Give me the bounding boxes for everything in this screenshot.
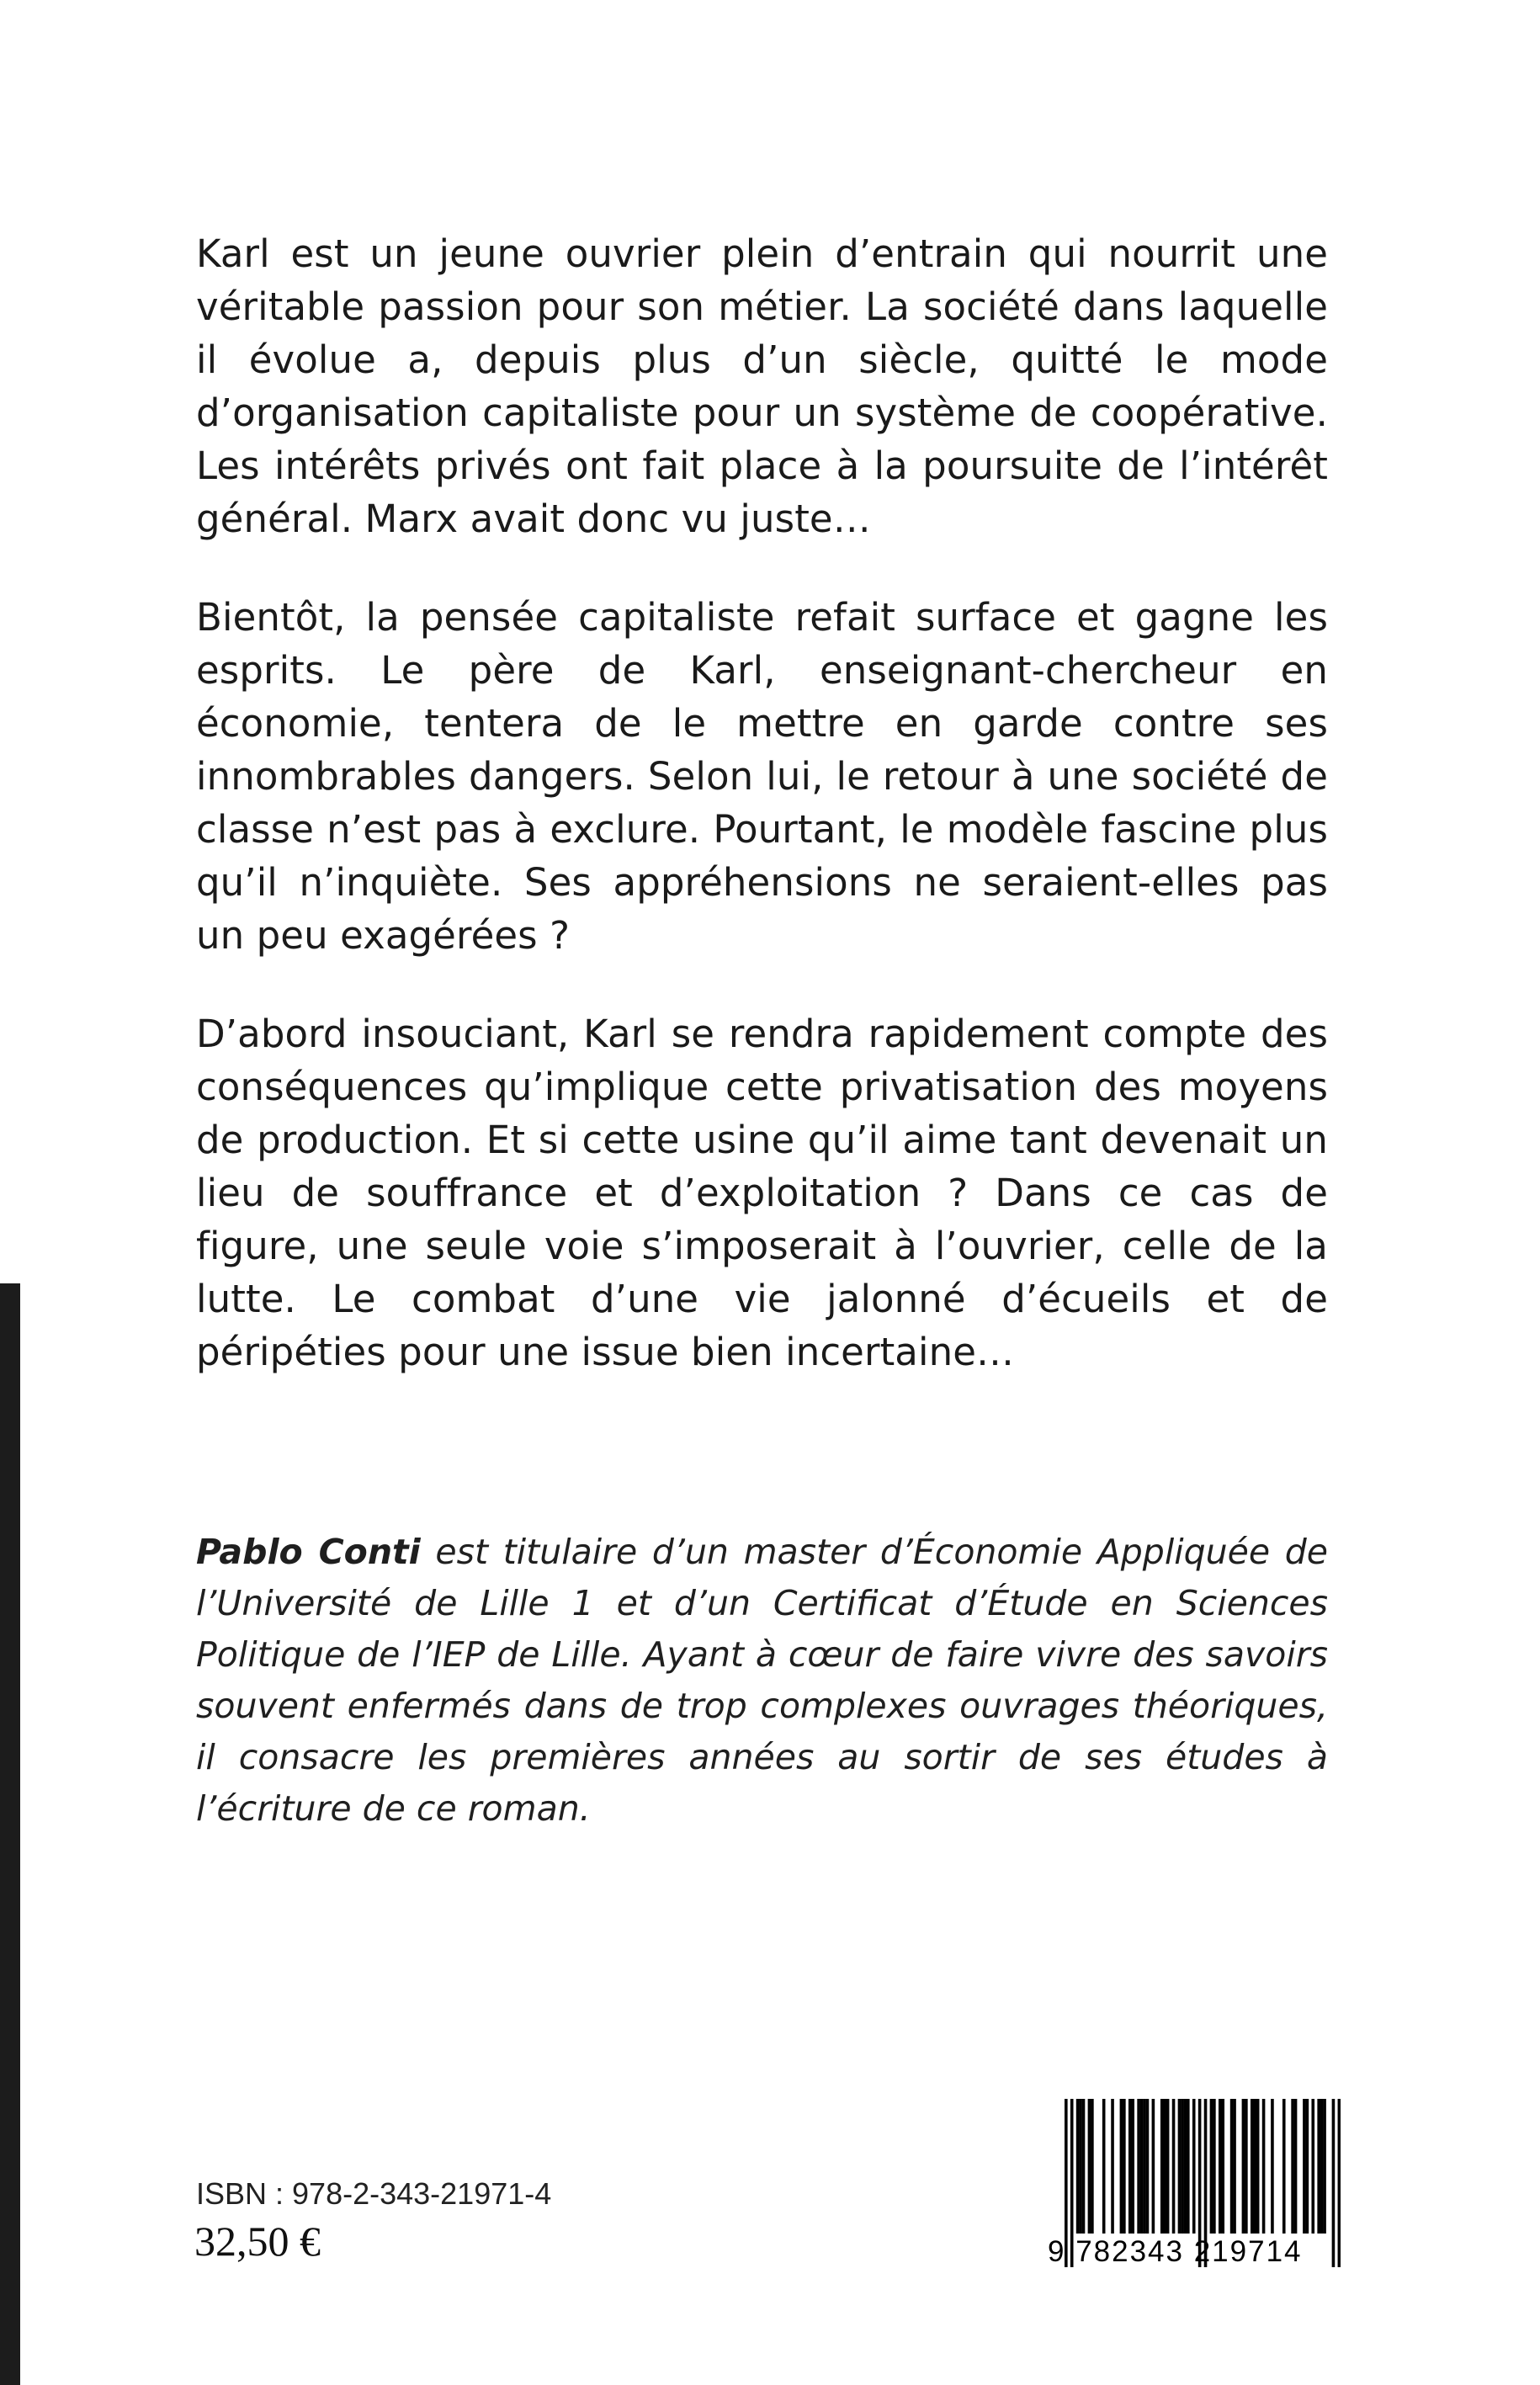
barcode-bar (1303, 2099, 1306, 2234)
barcode-bar (1210, 2099, 1213, 2234)
author-name: Pablo Conti (196, 1532, 421, 1572)
barcode-bar (1163, 2099, 1166, 2234)
barcode-bar (1102, 2099, 1106, 2234)
barcode-bar (1291, 2099, 1294, 2234)
price: 32,50 € (194, 2218, 321, 2265)
synopsis-paragraph-1: Karl est un jeune ouvrier plein d’entrain qui nourrit une véritable passion pour son métier. La société dans laquelle il évolue a, depuis plus d’un siècle, quitté le mode d’organisation capitaliste pour un système de coopérative. Les intérêts privés ont fait place à la poursuite de l’intérêt général. Marx avait donc vu juste… (196, 231, 1328, 541)
barcode-bar (1146, 2099, 1150, 2234)
barcode-bar (1091, 2099, 1094, 2234)
barcode-bar (1143, 2099, 1146, 2234)
barcode-bar (1253, 2099, 1256, 2234)
barcode-bar (1213, 2099, 1216, 2234)
barcode-bar (1187, 2099, 1190, 2234)
barcode-bar (1230, 2099, 1234, 2234)
synopsis-paragraph-3: D’abord insouciant, Karl se rendra rapidement compte des conséquences qu’implique cette privatisation des moyens de production. Et si cette usine qu’il aime tant devenait un lieu de souffrance et d’exploitation ? Dans ce cas de figure, une seule voie s’imposerait à l’ouvrier, celle de la lutte. Le combat d’une vie jalonné d’écueils et de péripéties pour une issue bien incertaine… (196, 1012, 1328, 1374)
barcode-bar (1271, 2099, 1274, 2234)
author-bio-text: est titulaire d’un master d’Économie Appliquée de l’Université de Lille 1 et d’un Certificat d’Étude en Sciences Politique de l’IEP de Lille. Ayant à cœur de faire vivre des savoirs souvent enfermés dans de trop complexes ouvrages théoriques, il consacre les premières années au sortir de ses études à l’écriture de ce roman. (196, 1532, 1328, 1829)
barcode-bar (1166, 2099, 1170, 2234)
barcode-bar (1282, 2099, 1286, 2234)
barcode-bar (1111, 2099, 1114, 2234)
synopsis-paragraph-2: Bientôt, la pensée capitaliste refait surface et gagne les esprits. Le père de Karl, enseignant-chercheur en économie, tentera de le mettre en garde contre ses innombrables dangers. Selon lui, le retour à une société de classe n’est pas à exclure. Pourtant, le modèle fascine plus qu’il n’inquiète. Ses appréhensions ne seraient-elles pas un peu exagérées ? (196, 595, 1328, 958)
barcode-bar (1219, 2099, 1222, 2234)
barcode-bar (1242, 2099, 1245, 2234)
author-bio (196, 1527, 1328, 1835)
barcode-bar (1181, 2099, 1184, 2234)
barcode-bar (1076, 2099, 1080, 2234)
barcode-bar (1123, 2099, 1126, 2234)
barcode-bar (1306, 2099, 1309, 2234)
barcode-bar (1294, 2099, 1298, 2234)
barcode-bar (1245, 2099, 1248, 2234)
barcode-digits: 9 782343 219714 (1048, 2235, 1303, 2268)
spine-edge-bar (0, 1283, 20, 2385)
synopsis (196, 227, 1328, 1424)
barcode-bar (1137, 2099, 1140, 2234)
barcode-bar (1120, 2099, 1123, 2234)
barcode-bar (1256, 2099, 1260, 2234)
barcode-bar (1262, 2099, 1266, 2234)
barcode-bar (1323, 2099, 1326, 2234)
barcode-bar (1088, 2099, 1091, 2234)
barcode-bar (1160, 2099, 1164, 2234)
barcode-bar (1184, 2099, 1187, 2234)
barcode-bar (1172, 2099, 1176, 2234)
barcode-bar (1152, 2099, 1155, 2234)
barcode-bar (1131, 2099, 1134, 2234)
barcode-bar (1140, 2099, 1144, 2234)
barcode-bar (1320, 2099, 1324, 2234)
barcode-bar (1311, 2099, 1314, 2234)
barcode-bar (1233, 2099, 1236, 2234)
isbn: ISBN : 978-2-343-21971-4 (196, 2176, 552, 2211)
barcode-bar (1192, 2099, 1196, 2234)
barcode-bar (1079, 2099, 1082, 2234)
barcode-bar (1082, 2099, 1086, 2234)
barcode-bar (1221, 2099, 1224, 2234)
barcode-bar (1317, 2099, 1320, 2234)
barcode-bar (1128, 2099, 1132, 2234)
barcode-bar (1251, 2099, 1254, 2234)
barcode-bar (1178, 2099, 1182, 2234)
